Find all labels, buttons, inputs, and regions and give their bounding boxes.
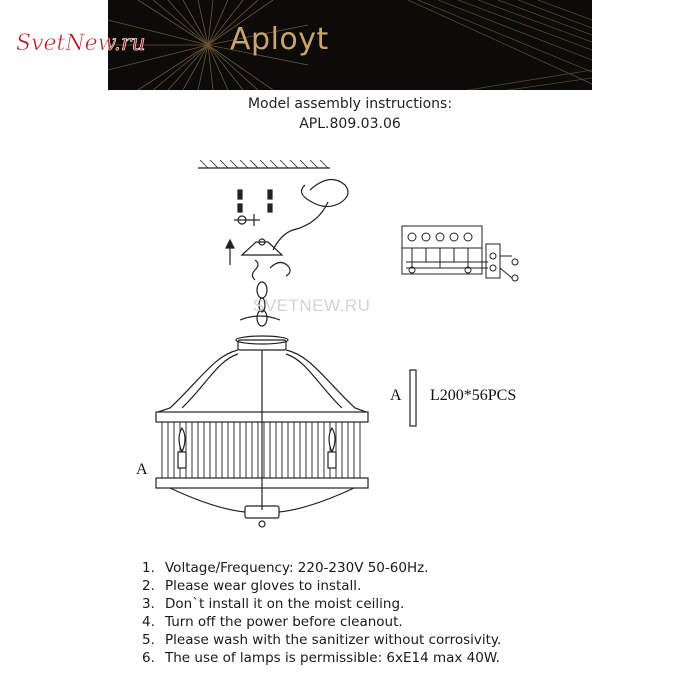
mounting-screws [234, 190, 272, 226]
instruction-item: 1. Voltage/Frequency: 220-230V 50-60Hz. [142, 560, 429, 576]
part-label-a: A [136, 461, 148, 478]
candle-bulb-right [328, 428, 336, 468]
bottom-arm-right [279, 488, 354, 512]
shop-logo [14, 24, 189, 60]
svg-text:SvetNew.ru: SvetNew.ru [16, 31, 146, 56]
model-number: APL.809.03.06 [299, 116, 401, 132]
instruction-item: 2. Please wear gloves to install. [142, 578, 362, 594]
arm-right [286, 350, 366, 412]
instruction-item: 3. Don`t install it on the moist ceiling. [142, 596, 405, 612]
part-spec-label-a: A [390, 387, 402, 404]
arm-left [158, 350, 238, 412]
instruction-list [142, 559, 501, 667]
brand-name: Aployt [230, 22, 329, 57]
watermark-text: SVETNEW.RU [253, 296, 371, 315]
part-spec: L200*56PCS [430, 387, 517, 404]
instruction-item: 4. Turn off the power before cleanout. [142, 614, 403, 630]
top-cup [238, 340, 286, 350]
candle-bulb-left [178, 428, 186, 468]
assembly-drawing [130, 150, 550, 550]
wiring-diagram [402, 226, 518, 281]
glass-rod-part [410, 370, 416, 426]
hook-clip [270, 262, 290, 276]
ceiling-hatch [200, 160, 328, 168]
instruction-item: 5. Please wash with the sanitizer without corrosivity. [142, 632, 502, 648]
document-title: Model assembly instructions: [247, 96, 453, 112]
instruction-item: 6. The use of lamps is permissible: 6xE14 max 40W. [142, 650, 500, 666]
cable-coil [301, 180, 348, 207]
bottom-arm-left [170, 488, 245, 512]
